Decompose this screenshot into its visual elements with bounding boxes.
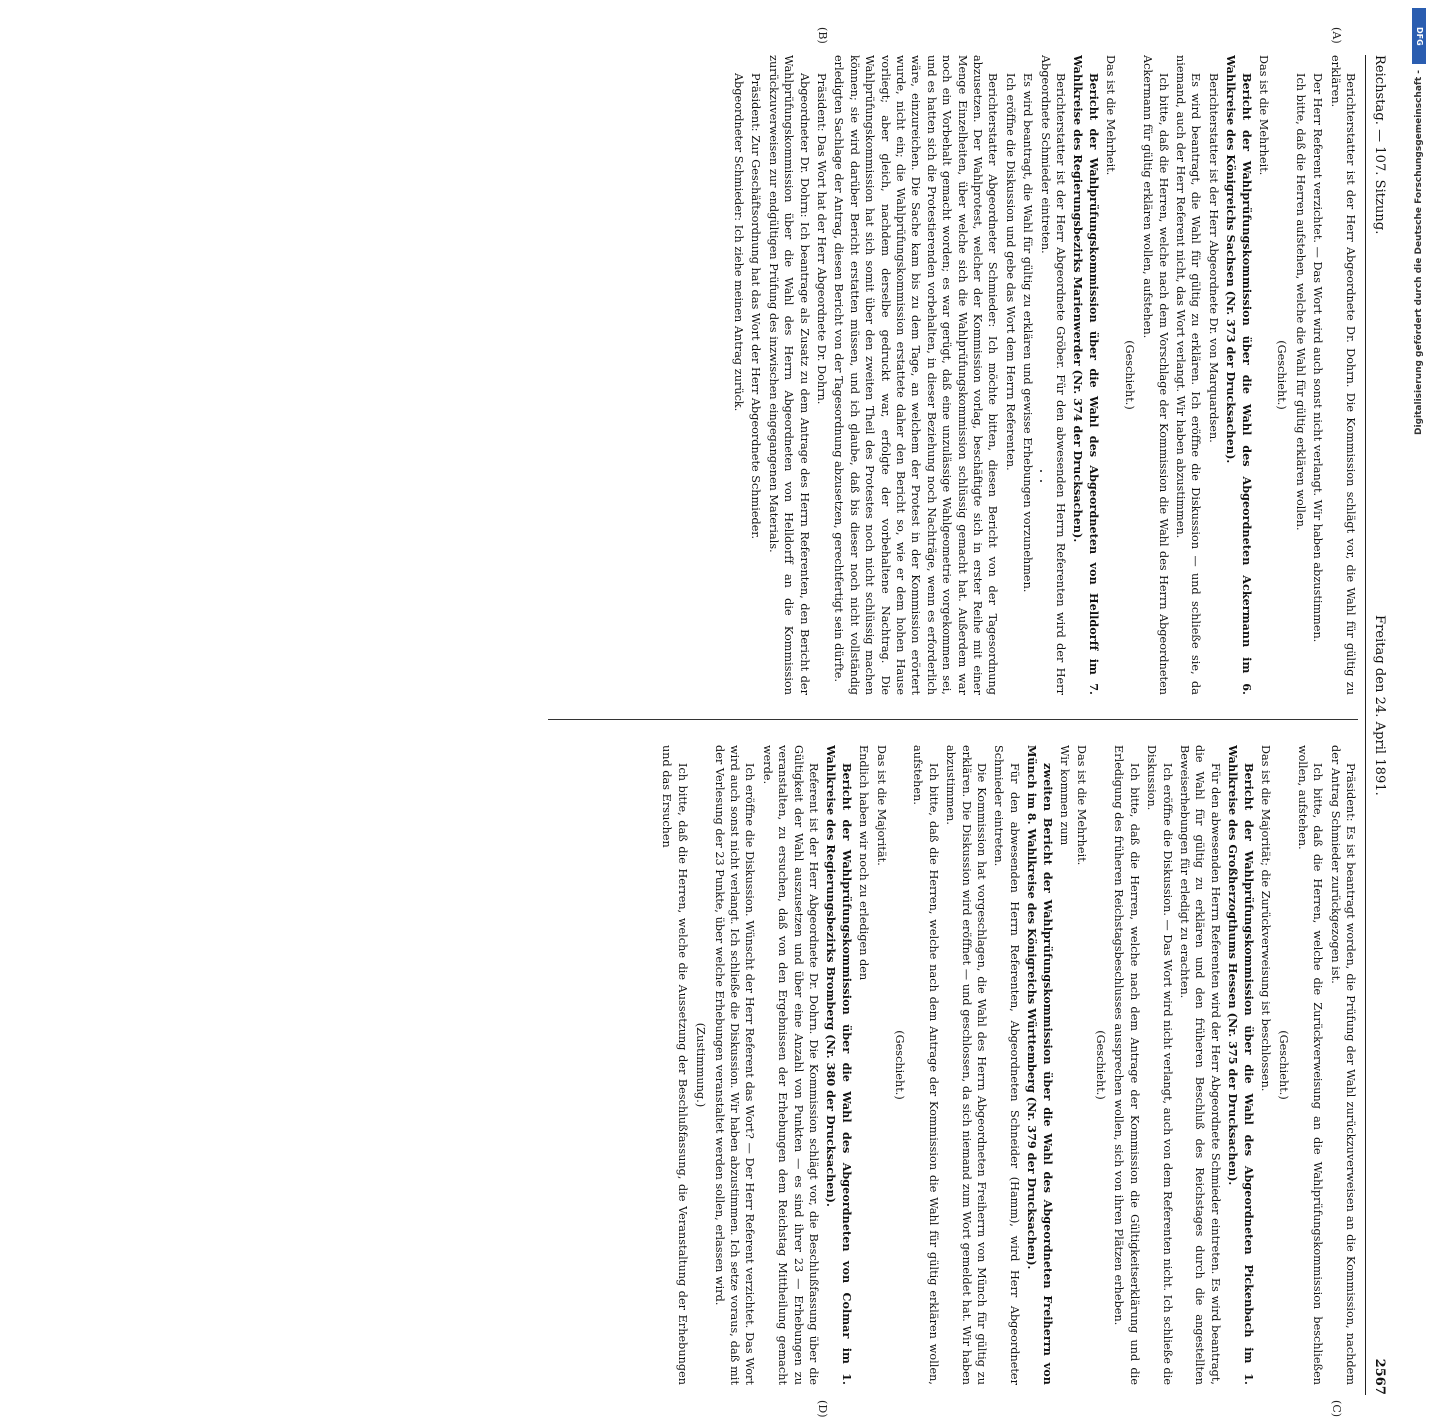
stage-direction: (Geschieht.) <box>893 1030 907 1100</box>
paragraph: Ich bitte, daß die Herren, welche nach dem Vorschlage der Kommission die Wahl des Herrn Abgeordneten Ackermann für gültig erklären wollen, aufstehen. <box>1141 55 1170 695</box>
stage-direction: (Geschieht.) <box>1275 340 1289 410</box>
stage-direction: (Geschieht.) <box>1122 340 1136 410</box>
paragraph: Wir kommen zum <box>1058 745 1072 846</box>
margin-marker-c: (C) <box>1330 1400 1343 1418</box>
paragraph: Abgeordneter Schmieder: Ich ziehe meinen Antrag zurück. <box>731 73 745 412</box>
stage-direction: (Geschieht.) <box>1277 1030 1291 1100</box>
paragraph: Berichterstatter ist der Herr Abgeordnete Dr. von Marquardsen. <box>1206 73 1220 443</box>
paragraph: Das ist die Mehrheit. <box>1075 745 1089 866</box>
paragraph: Präsident: Es ist beantragt worden, die Prüfung der Wahl zurückzuverweisen an die Kommission, nachdem der Antrag Schmieder zurückgezogen ist. <box>1328 745 1357 1385</box>
paragraph: Präsident: Zur Geschäftsordnung hat das Wort der Herr Abgeordnete Schmieder. <box>749 73 763 540</box>
report-heading: Bericht der Wahlprüfungskommission über die Wahl des Abgeordneten von Helldorff im 7. Wahlkreise des Regierungsbezirks Marienwerder (Nr. 374 der Drucksachen). <box>1071 55 1101 695</box>
stage-direction: (Zustimmung.) <box>694 1022 708 1108</box>
paragraph: Der Herr Referent verzichtet. — Das Wort wird auch sonst nicht verlangt. Wir haben abzustimmen. <box>1311 73 1325 643</box>
paragraph: Das ist die Mehrheit. <box>1256 55 1270 176</box>
header-left: Reichstag. — 107. Sitzung. <box>1372 55 1387 235</box>
dfg-logo: DFG <box>1412 8 1426 64</box>
margin-marker-a: (A) <box>1330 27 1343 44</box>
header-date: Freitag den 24. April 1891. <box>1372 615 1387 796</box>
paragraph: Ich bitte, daß die Herren, welche die Zurückverweisung an die Wahlprüfungskommission beschließen wollen, aufstehen. <box>1295 745 1325 1385</box>
paragraph: Präsident: Das Wort hat der Herr Abgeordnete Dr. Dohrn. <box>815 73 828 405</box>
column-divider <box>548 719 1358 720</box>
paragraph: Es wird beantragt, die Wahl für gültig zu erklären und gewisse Erhebungen vorzunehmen. <box>1021 73 1035 593</box>
paragraph: Berichterstatter ist der Herr Abgeordnete Dr. Dohrn. Die Kommission schlägt vor, die Wahl für gültig zu erklären. <box>1328 55 1357 695</box>
right-column <box>538 745 1358 1385</box>
scan-speck <box>1040 470 1042 472</box>
paragraph: Für den abwesenden Herrn Referenten, Abgeordneten Schneider (Hamm), wird Herr Abgeordneter Schmieder eintreten. <box>992 745 1021 1385</box>
paragraph: Referent ist der Herr Abgeordnete Dr. Dohrn. Die Kommission schlägt vor, die Beschlußfassung über die Gültigkeit der Wahl auszusetzen und über eine Anzahl von Punkten — es sind ihrer 23 — Erhebungen zu veranstalten, zu ersuchen, daß von den Ergebnissen der Erhebungen dem Reichstag Mittheilung gemacht werde. <box>760 745 820 1385</box>
paragraph: Ich eröffne die Diskussion. Wünscht der Herr Referent das Wort? — Der Herr Referent verzichtet. Das Wort wird auch sonst nicht verlangt. Ich schließe die Diskussion. Wir haben abzustimmen. Ich setze voraus, daß mit der Verlesung der 23 Punkte, über welche Erhebungen veranstaltet werden sollen, erlassen wird. <box>712 745 757 1385</box>
scan-speck <box>1040 480 1042 482</box>
report-heading: Bericht der Wahlprüfungskommission über die Wahl des Abgeordneten Ackermann im 6. Wahlkreise des Königreichs Sachsen (Nr. 373 der Drucksachen). <box>1224 55 1254 695</box>
report-heading: Bericht der Wahlprüfungskommission über die Wahl des Abgeordneten von Colmar im 1. Wahlkreise des Regierungsbezirks Bromberg (Nr. 380 der Drucksachen). <box>824 745 854 1385</box>
paragraph: Ich bitte, daß die Herren, welche nach dem Antrage der Kommission die Wahl für gültig erklären wollen, aufstehen. <box>911 745 940 1385</box>
paragraph: Ich bitte, daß die Herren, welche nach dem Antrage der Kommission die Gültigkeitserklärung und die Erledigung des früheren Reichstagsbeschlusses aussprechen wollen, sich von ihren Plätzen erheben. <box>1112 745 1141 1385</box>
paragraph: Es wird beantragt, die Wahl für gültig zu erklären. Ich eröffne die Diskussion — und schließe sie, da niemand, auch der Herr Referent nicht, das Wort verlangt. Wir haben abzustimmen. <box>1173 55 1203 695</box>
page-header <box>1365 55 1390 1395</box>
paragraph: Das ist die Majorität; die Zurückverweisung ist beschlossen. <box>1258 745 1272 1092</box>
paragraph: Abgeordneter Dr. Dohrn: Ich beantrage als Zusatz zu dem Antrage des Herrn Referenten, den Bericht der Wahlprüfungskommission über die Wahl des Herrn Abgeordneten von Helldorff an die Kommission zurückzuverweisen zur endgültigen Prüfung des inzwischen eingegangenen Materials. <box>766 55 811 695</box>
page-number: 2567 <box>1372 1358 1387 1395</box>
paragraph: Das ist die Majorität. <box>874 745 888 866</box>
left-column <box>538 55 1358 695</box>
paragraph: Ich eröffne die Diskussion und gebe das Wort dem Herrn Referenten. <box>1003 73 1017 471</box>
paragraph: Endlich haben wir noch zu erledigen den <box>857 745 871 981</box>
rotated-page <box>50 27 1390 1418</box>
paragraph: Ich eröffne die Diskussion. — Das Wort wird nicht verlangt, auch von dem Referenten nicht. Ich schließe die Diskussion. <box>1145 745 1174 1385</box>
stage-direction: (Geschieht.) <box>1093 1030 1107 1100</box>
paragraph: Die Kommission hat vorgeschlagen, die Wahl des Herrn Abgeordneten Freiherrn von Münch für gültig zu erklären. Die Diskussion wird eröffnet — und geschlossen, da sich niemand zum Wort gemeldet hat. Wir haben abzustimmen. <box>944 745 989 1385</box>
margin-marker-b: (B) <box>816 27 829 44</box>
margin-marker-d: (D) <box>816 1400 829 1418</box>
digitization-note: Digitalisierung gefördert durch die Deutsche Forschungsgemeinschaft - <box>1414 70 1424 435</box>
paragraph: Berichterstatter Abgeordneter Schmieder: Ich möchte bitten, diesen Bericht von der Tagesordnung abzusetzen. Der Wahlprotest, welcher der Kommission vorlag, beschäftigte sich in erster Reihe mit einer Menge Einzelheiten, über welche sich die Wahlprüfungskommission schlüssig gemacht hat. Außerdem war noch ein Vorbehalt gemacht worden; es war gerügt, daß eine unzulässige Wahlgeometrie vorgekommen sei, und es hatten sich die Protestierenden vorbehalten, in dieser Beziehung noch Nachträge, wenn es erforderlich wäre, einzureichen. Die Sache kam bis zu dem Tage, an welchem der Protest in der Kommission erörtert wurde, nicht ein; die Wahlprüfungskommission erstattete daher den Bericht so, wie er dem hohen Hause vorliegt; aber gleich, nachdem derselbe gedruckt war, erfolgte der vorbehaltene Nachtrag. Die Wahlprüfungskommission hat sich somit über den zweiten Theil des Protestes noch nicht schlüssig machen können; sie wird darüber Bericht erstatten müssen, und ich glaube, daß bis dieser noch nicht vollständig erledigten Sachlage der Antrag, diesen Bericht von der Tagesordnung abzusetzen, gerechtfertigt sein dürfte. <box>832 55 1000 695</box>
paragraph: Ich bitte, daß die Herren, welche die Aussetzung der Beschlußfassung, die Veranstaltung der Erhebungen und das Ersuchen <box>660 745 689 1385</box>
report-heading: zweiten Bericht der Wahlprüfungskommission über die Wahl des Abgeordneten Freiherrn von Münch im 8. Wahlkreise des Königreichs Württemberg (Nr. 379 der Drucksachen). <box>1025 745 1055 1385</box>
paragraph: Das ist die Mehrheit. <box>1104 55 1118 176</box>
paragraph: Ich bitte, daß die Herren aufstehen, welche die Wahl für gültig erklären wollen. <box>1293 73 1307 531</box>
paragraph: Berichterstatter ist der Herr Abgeordnete Gröber. Für den abwesenden Herrn Referenten wird der Herr Abgeordnete Schmieder eintreten. <box>1038 55 1068 695</box>
report-heading: Bericht der Wahlprüfungskommission über die Wahl des Abgeordneten Pickenbach im 1. Wahlkreise des Großherzogthums Hessen (Nr. 375 der Drucksachen). <box>1226 745 1256 1385</box>
paragraph: Für den abwesenden Herrn Referenten wird der Herr Abgeordnete Schmieder eintreten. Es wird beantragt, die Wahl für gültig zu erklären und den früheren Beschluß des Reichstages durch die angestellten Beweiserhebungen für erledigt zu erachten. <box>1177 745 1222 1385</box>
